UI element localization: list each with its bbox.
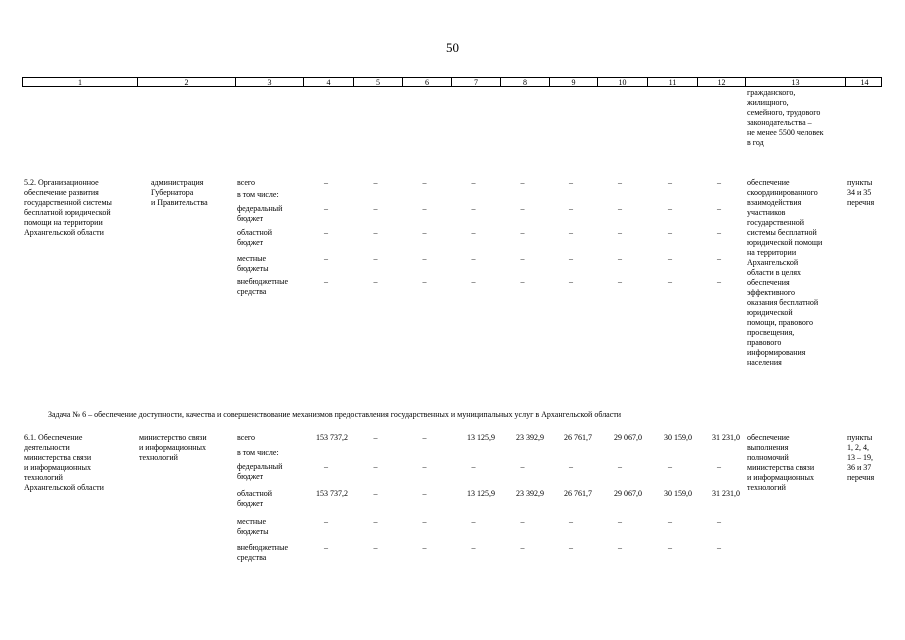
page-number: 50 [446, 40, 459, 55]
row52-line2-col-9: – [569, 228, 573, 237]
row61-executor: министерство связи и информационных технологий [139, 433, 207, 462]
header-col-11: 11 [647, 78, 697, 87]
row52-line2-col-8: – [520, 228, 525, 237]
row61-regional-col-6: – [422, 489, 427, 498]
row61-local-col-6: – [422, 517, 427, 526]
row52-line0-col-7: – [471, 178, 476, 187]
row61-local-col-12: – [717, 517, 721, 526]
row52-source-1: в том числе: [237, 190, 279, 199]
header-col-4: 4 [303, 78, 353, 87]
row61-extrabudget-col-12: – [717, 543, 721, 552]
row52-line2-col-5: – [373, 228, 378, 237]
row52-line3-col-7: – [471, 254, 476, 263]
header-col-3: 3 [235, 78, 303, 87]
row61-local-col-10: – [618, 517, 622, 526]
row61-result: обеспечение выполнения полномочий министерства связи и информационных технологий [747, 433, 815, 492]
header-col-9: 9 [549, 78, 597, 87]
row61-source-4: местные бюджеты [237, 517, 269, 536]
row61-total-col-10: 29 067,0 [614, 433, 642, 442]
row61-regional-col-10: 29 067,0 [614, 489, 642, 498]
row52-source-4: местные бюджеты [237, 254, 269, 273]
column-number-header [22, 77, 882, 87]
row61-regional-col-4: 153 737,2 [316, 489, 348, 498]
row61-points: пункты 1, 2, 4, 13 – 19, 36 и 37 перечня [847, 433, 875, 482]
row61-extrabudget-col-8: – [520, 543, 525, 552]
row61-local-col-11: – [668, 517, 672, 526]
row52-line0-col-6: – [422, 178, 427, 187]
row61-total-col-11: 30 159,0 [664, 433, 692, 442]
row61-source-5: внебюджетные средства [237, 543, 288, 562]
row52-line3-col-10: – [618, 254, 622, 263]
row61-federal-col-10: – [618, 462, 622, 471]
row61-source-0: всего [237, 433, 256, 442]
row61-local-col-7: – [471, 517, 476, 526]
row52-points: пункты 34 и 35 перечня [847, 178, 875, 207]
row52-source-3: областной бюджет [237, 228, 273, 247]
continuation-text: гражданского, жилищного, семейного, трудового законодательства – не менее 5500 человек в год [747, 88, 824, 147]
row61-total-col-7: 13 125,9 [467, 433, 495, 442]
row52-line4-col-8: – [520, 277, 525, 286]
row52-line0-col-12: – [717, 178, 721, 187]
row52-line1-col-7: – [471, 204, 476, 213]
row61-local-col-4: – [324, 517, 328, 526]
row52-line1-col-5: – [373, 204, 378, 213]
row52-line1-col-12: – [717, 204, 721, 213]
row61-regional-col-8: 23 392,9 [516, 489, 544, 498]
row61-extrabudget-col-10: – [618, 543, 622, 552]
row52-line4-col-6: – [422, 277, 427, 286]
row52-activity: 5.2. Организационное обеспечение развития государственной системы бесплатной юридической помощи на территории Архангельской области [24, 178, 112, 237]
header-col-13: 13 [745, 78, 845, 87]
row61-federal-col-4: – [324, 462, 328, 471]
row61-extrabudget-col-6: – [422, 543, 427, 552]
row61-extrabudget-col-5: – [373, 543, 378, 552]
row61-source-2: федеральный бюджет [237, 462, 283, 481]
header-col-10: 10 [597, 78, 647, 87]
row61-regional-col-12: 31 231,0 [712, 489, 740, 498]
row52-line1-col-4: – [324, 204, 328, 213]
row61-total-col-12: 31 231,0 [712, 433, 740, 442]
header-col-1: 1 [78, 78, 82, 87]
row61-total-col-8: 23 392,9 [516, 433, 544, 442]
row52-line1-col-10: – [618, 204, 622, 213]
row52-source-5: внебюджетные средства [237, 277, 288, 296]
header-col-5: 5 [353, 78, 402, 87]
row52-line4-col-12: – [717, 277, 721, 286]
row61-extrabudget-col-11: – [668, 543, 672, 552]
row61-federal-col-5: – [373, 462, 378, 471]
row61-total-col-9: 26 761,7 [564, 433, 592, 442]
row61-source-3: областной бюджет [237, 489, 273, 508]
row52-line1-col-11: – [668, 204, 672, 213]
row52-line0-col-4: – [324, 178, 328, 187]
row61-extrabudget-col-7: – [471, 543, 476, 552]
row52-line3-col-12: – [717, 254, 721, 263]
row52-line4-col-4: – [324, 277, 328, 286]
row61-extrabudget-col-9: – [569, 543, 573, 552]
task6-title: Задача № 6 – обеспечение доступности, качества и совершенствование механизмов предоставления государственных и муниципальных услуг в Архангельской области [48, 410, 622, 419]
row61-source-1: в том числе: [237, 448, 279, 457]
row61-federal-col-8: – [520, 462, 525, 471]
row52-line2-col-6: – [422, 228, 427, 237]
row52-line0-col-9: – [569, 178, 573, 187]
row52-line1-col-8: – [520, 204, 525, 213]
row52-line2-col-11: – [668, 228, 672, 237]
row61-local-col-9: – [569, 517, 573, 526]
header-col-12: 12 [697, 78, 745, 87]
row52-line4-col-9: – [569, 277, 573, 286]
row61-local-col-5: – [373, 517, 378, 526]
row52-line3-col-6: – [422, 254, 427, 263]
row52-line0-col-5: – [373, 178, 378, 187]
row52-line0-col-10: – [618, 178, 622, 187]
row61-federal-col-9: – [569, 462, 573, 471]
row52-executor: администрация Губернатора и Правительства [151, 178, 208, 207]
row61-extrabudget-col-4: – [324, 543, 328, 552]
row61-regional-col-9: 26 761,7 [564, 489, 592, 498]
row52-line1-col-6: – [422, 204, 427, 213]
header-col-8: 8 [500, 78, 549, 87]
row52-line3-col-8: – [520, 254, 525, 263]
row52-line3-col-5: – [373, 254, 378, 263]
row52-line0-col-8: – [520, 178, 525, 187]
row61-federal-col-12: – [717, 462, 721, 471]
row61-local-col-8: – [520, 517, 525, 526]
row61-federal-col-7: – [471, 462, 476, 471]
row52-line4-col-5: – [373, 277, 378, 286]
row61-total-col-5: – [373, 433, 378, 442]
row61-activity: 6.1. Обеспечение деятельности министерства связи и информационных технологий Архангельской области [24, 433, 104, 492]
header-col-6: 6 [402, 78, 451, 87]
row61-regional-col-7: 13 125,9 [467, 489, 495, 498]
row61-total-col-6: – [422, 433, 427, 442]
header-col-7: 7 [451, 78, 500, 87]
row52-line3-col-9: – [569, 254, 573, 263]
row52-line2-col-4: – [324, 228, 328, 237]
row52-line4-col-10: – [618, 277, 622, 286]
row52-line4-col-11: – [668, 277, 672, 286]
row61-regional-col-11: 30 159,0 [664, 489, 692, 498]
row52-line3-col-4: – [324, 254, 328, 263]
row52-source-0: всего [237, 178, 256, 187]
header-col-2: 2 [137, 78, 235, 87]
row61-federal-col-11: – [668, 462, 672, 471]
row61-total-col-4: 153 737,2 [316, 433, 348, 442]
row52-result: обеспечение скоординированного взаимодействия участников государственной системы бесплатной юридической помощи на территории Архангельской области в целях обеспечения эффективного оказания бесплатной юридической помощи, правового просвещения, правового информирования населения [747, 178, 823, 367]
row52-line0-col-11: – [668, 178, 672, 187]
row61-regional-col-5: – [373, 489, 378, 498]
row52-source-2: федеральный бюджет [237, 204, 283, 223]
row52-line2-col-10: – [618, 228, 622, 237]
header-col-14: 14 [845, 78, 883, 87]
row52-line3-col-11: – [668, 254, 672, 263]
row52-line4-col-7: – [471, 277, 476, 286]
row52-line1-col-9: – [569, 204, 573, 213]
row61-federal-col-6: – [422, 462, 427, 471]
row52-line2-col-12: – [717, 228, 721, 237]
row52-line2-col-7: – [471, 228, 476, 237]
